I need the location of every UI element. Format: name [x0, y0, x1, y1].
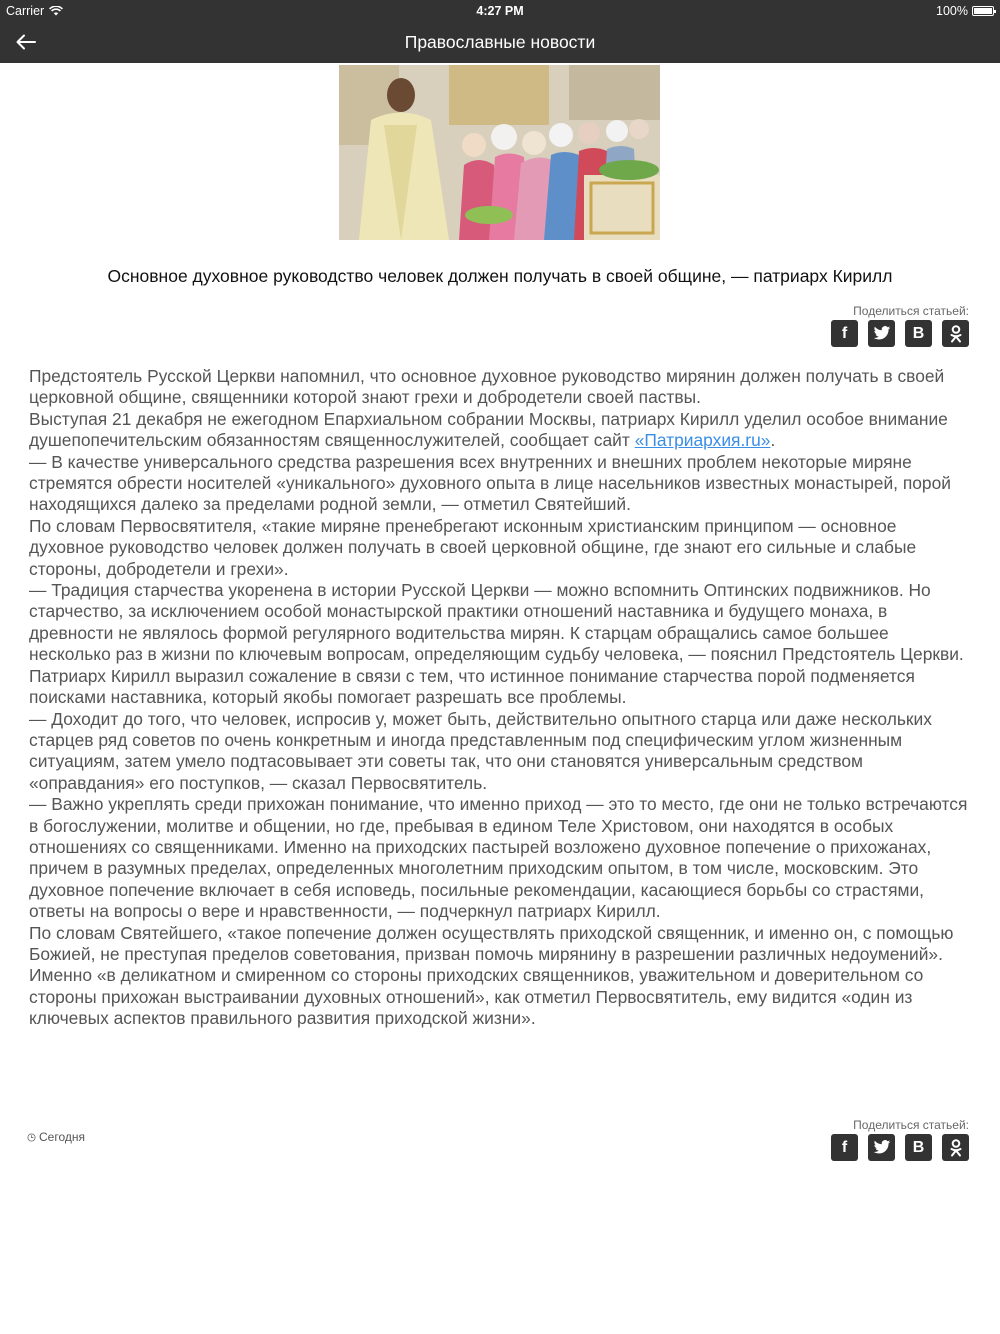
article-paragraph: Патриарх Кирилл выразил сожаление в связи с тем, что истинное понимание старчества порой подменяется поисками наставника, который якобы помогает разрешать все проблемы. [29, 665, 915, 708]
article-title: Основное духовное руководство человек должен получать в своей общине, — патриарх Кирилл [107, 266, 893, 286]
facebook-icon: f [841, 324, 848, 342]
article-paragraph: Предстоятель Русской Церкви напомнил, что основное духовное руководство мирянин должен получать в своей церковной общине, священники которой знают грехи и добродетели своей паствы. [29, 366, 945, 408]
article-hero-image [339, 65, 660, 240]
article-paragraph-text: Выступая 21 декабря не ежегодном Епархиальном собрании Москвы, патриарх Кирилл уделил особое внимание душепопечительским обязанностям священнослужителей, сообщает сайт [29, 408, 948, 451]
article-paragraph: — Традиция старчества укоренена в истории Русской Церкви — можно вспомнить Оптинских подвижников. Но старчество, за исключением особой монастырской практики отношений наставника и будущего монаха, в древности не являлось формой регулярного водительства мирян. К старцам обращались самое большее несколько раз в жизни по ключевым вопросам, определяющим судьбу человека, — пояснил Предстоятель Церкви. [29, 580, 964, 665]
twitter-share-button[interactable] [868, 320, 895, 347]
twitter-share-button[interactable] [868, 1134, 895, 1161]
article-paragraph: — В качестве универсального средства разрешения всех внутренних и внешних проблем некоторые миряне стремятся обрести носителей «уникального» духовного опыта в лице насельников известных монастырей, порой находящихся далеко за пределами родной земли, — отметил Святейший. [29, 451, 951, 515]
share-label: Поделиться статьей: [853, 1118, 969, 1132]
clock-icon [27, 1133, 36, 1142]
battery-percent: 100% [936, 4, 968, 18]
share-block-top [829, 304, 969, 347]
ok-share-button[interactable] [942, 320, 969, 347]
article-paragraph: — Доходит до того, что человек, испросив у, может быть, действительно опытного старца или даже нескольких старцев ряд советов по очень конкретным и иногда представленным под специфическим углом жизненным ситуациям, затем умело подтасовывает эти советы так, что они становятся универсальным средством «оправдания» его поступков, — сказал Первосвятитель. [29, 708, 932, 793]
twitter-icon [873, 1140, 891, 1155]
ok-share-button[interactable] [942, 1134, 969, 1161]
share-icons [829, 320, 969, 347]
twitter-icon [873, 326, 891, 341]
vk-share-button[interactable] [905, 320, 932, 347]
carrier-label: Carrier [6, 4, 45, 18]
link-suffix: . [770, 430, 776, 451]
article-body [29, 366, 974, 1030]
date-label: Сегодня [39, 1130, 85, 1144]
article-paragraph: По словам Первосвятителя, «такие миряне пренебрегают исконным христианским принципом — основное духовное руководство человек должен получать в своей церковной общине, где знают его сильные и слабые стороны, добродетели и грехи». [29, 515, 917, 579]
vk-share-button[interactable] [905, 1134, 932, 1161]
odnoklassniki-icon [950, 1139, 962, 1157]
article-paragraph: Именно «в деликатном и смиренном со стороны приходских священников, уважительном и доверительном со стороны прихожан выстраивании духовных отношений», как отметил Первосвятитель, ему видится «один из ключевых аспектов правильного развития приходской жизни». [29, 965, 924, 1029]
article-date [27, 1130, 85, 1144]
battery-icon [972, 6, 994, 16]
facebook-icon: f [841, 1138, 848, 1156]
status-bar [0, 0, 1000, 22]
patriarchia-link[interactable]: «Патриархия.ru» [634, 430, 771, 451]
nav-title: Православные новости [404, 32, 596, 52]
article-paragraph: — Важно укреплять среди прихожан понимание, что именно приход — это то место, где они не только встречаются в богослужении, молитве и общении, но где, пребывая в едином Теле Христовом, они находятся в особых отношениях со священниками. Именно на приходских пастырей возложено духовное попечение о прихожанах, причем в разумных пределах, определенных многолетним приходским опытом, в том числе, московским. Это духовное попечение включает в себя исповедь, посильные рекомендации, касающиеся борьбы со страстями, ответы на вопросы о вере и нравственности, — подчеркнул патриарх Кирилл. [29, 794, 968, 922]
facebook-share-button[interactable] [831, 1134, 858, 1161]
share-label: Поделиться статьей: [853, 304, 969, 318]
church-scene-illustration [339, 65, 660, 240]
status-battery [936, 4, 994, 18]
facebook-share-button[interactable] [831, 320, 858, 347]
share-icons [829, 1134, 969, 1161]
odnoklassniki-icon [950, 325, 962, 343]
nav-bar [0, 22, 1000, 63]
article-paragraph [29, 409, 974, 452]
article-paragraph: По словам Святейшего, «такое попечение должен осуществлять приходской священник, и именно он, с помощью Божией, не преступая пределов советования, призван помочь мирянину в разрешении различных недоумений». [29, 922, 954, 964]
status-time: 4:27 PM [476, 4, 524, 18]
share-block-bottom [829, 1118, 969, 1161]
vk-icon: B [912, 324, 925, 342]
vk-icon: B [912, 1138, 925, 1156]
